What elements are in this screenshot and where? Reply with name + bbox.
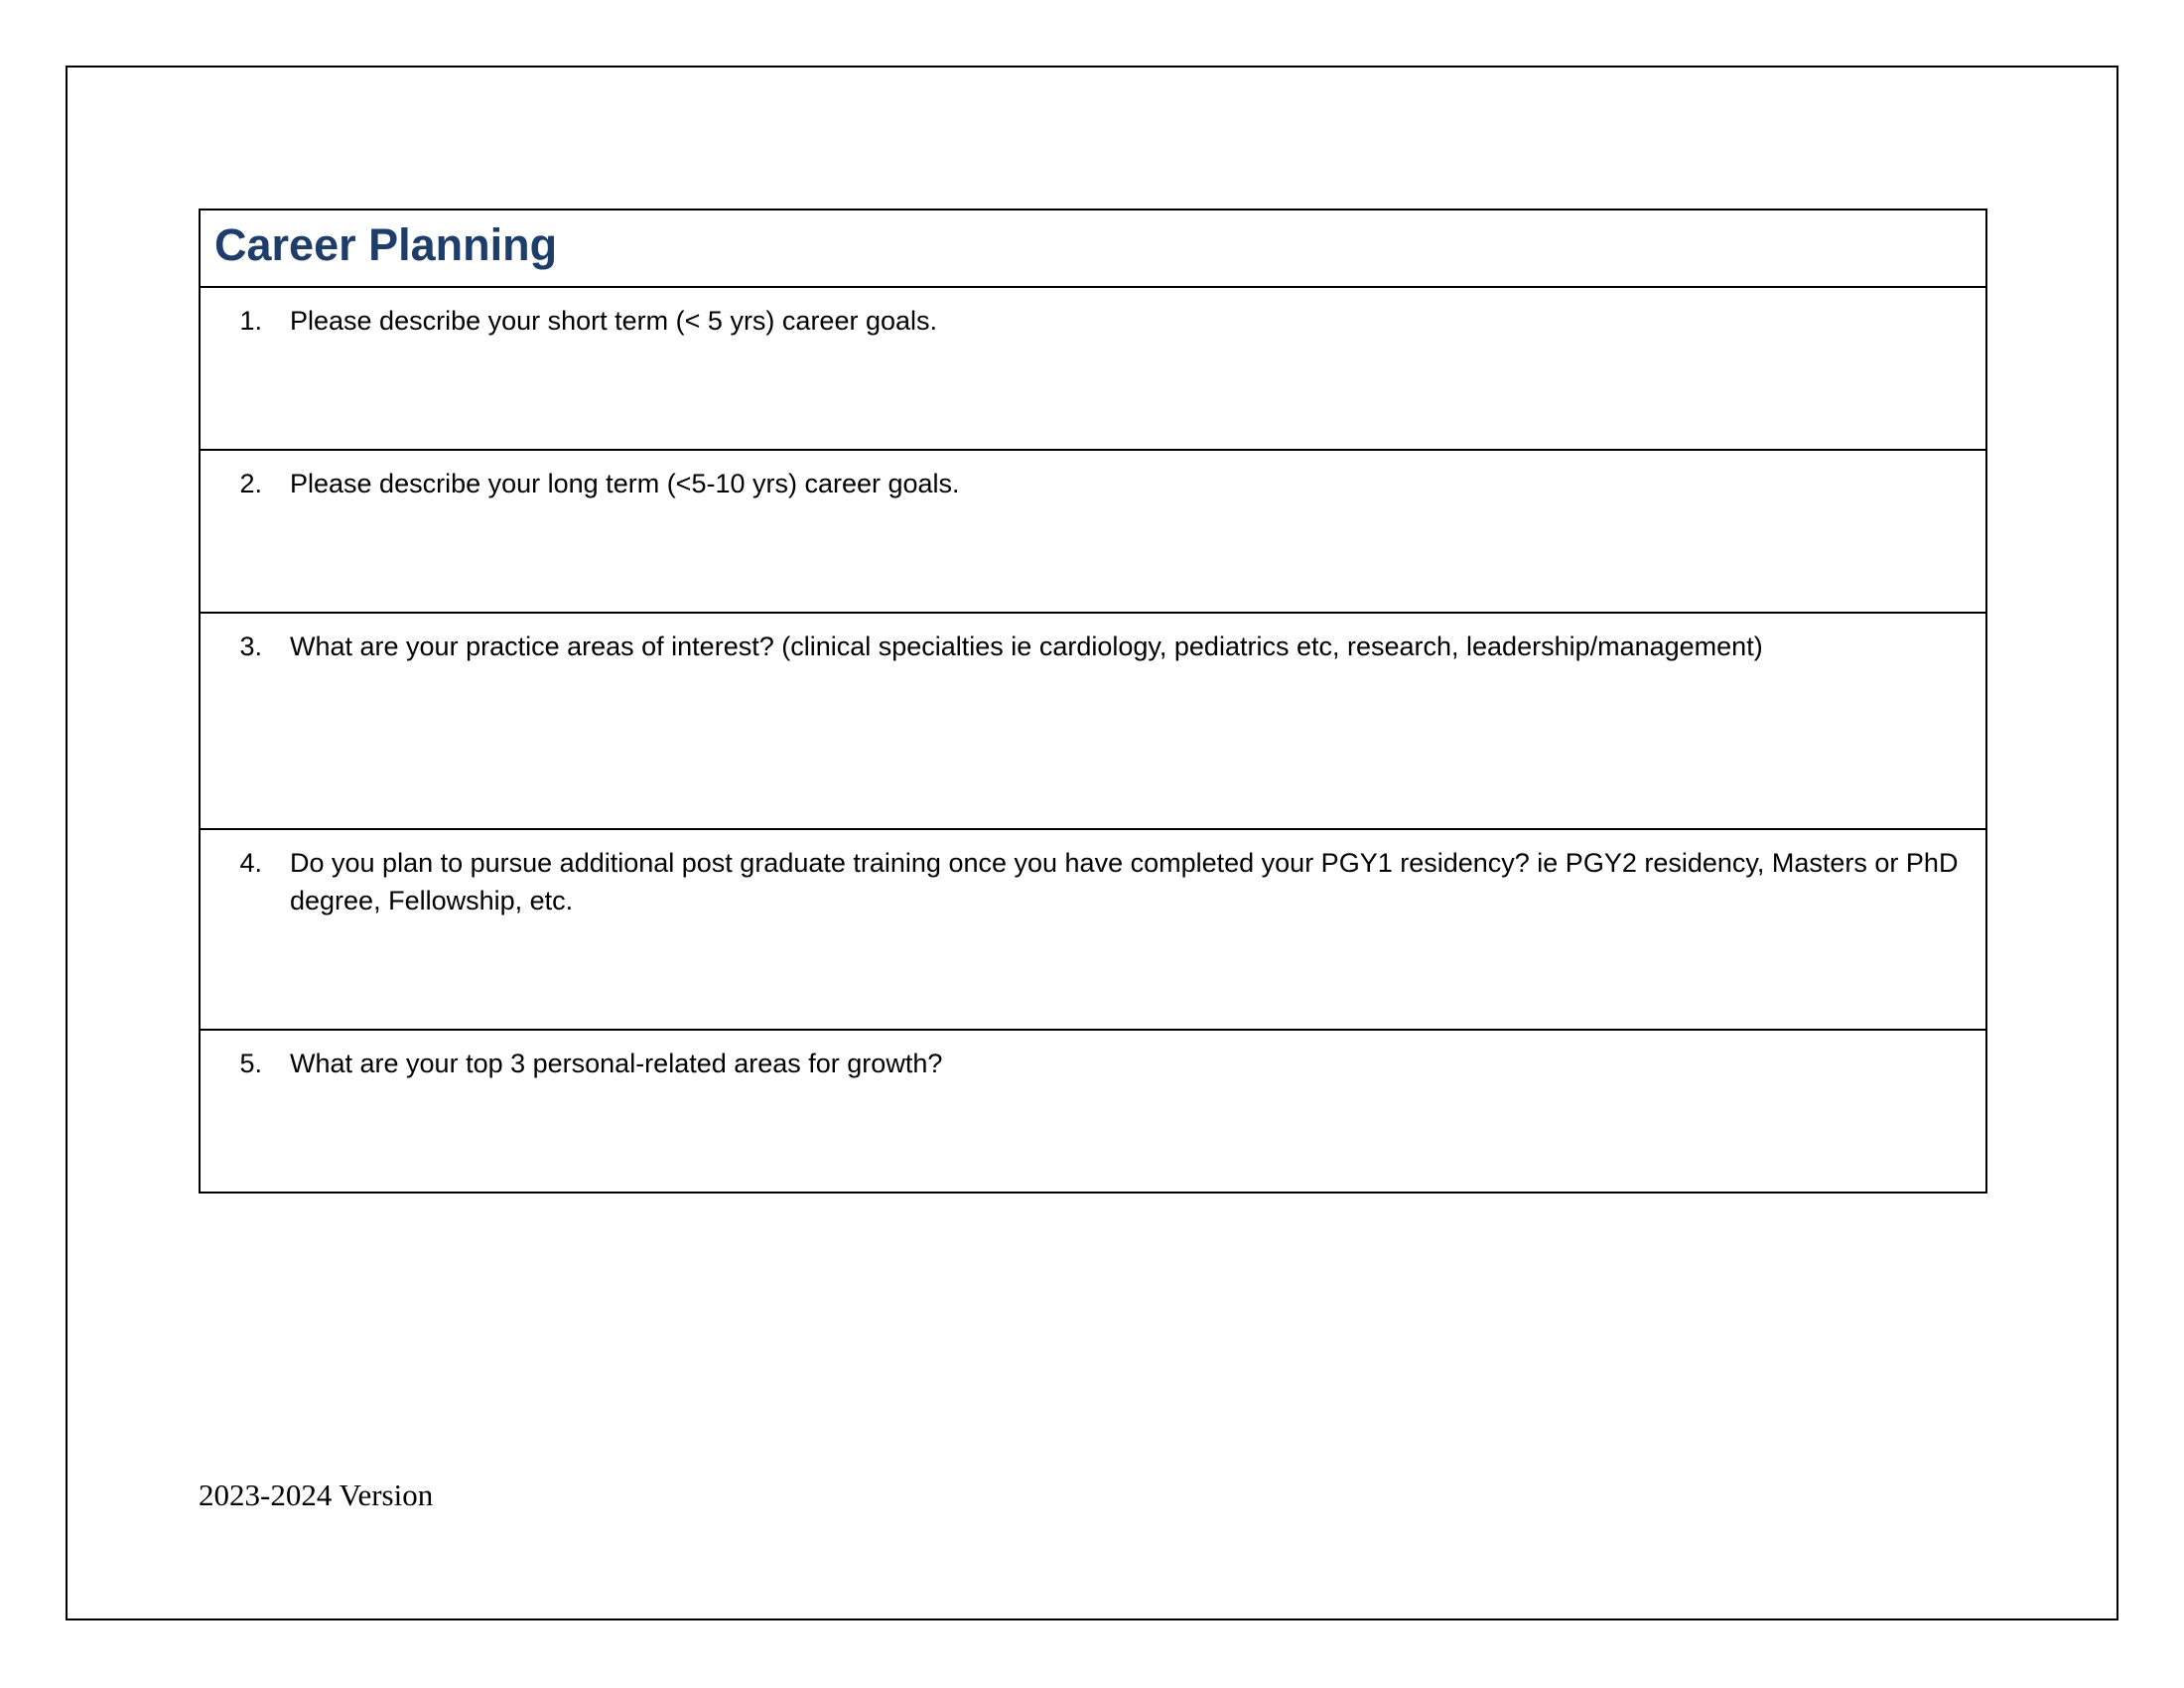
question-text: What are your practice areas of interest? (clinical specialties ie cardiology, pediatrics etc, research, leadership/management) [290, 632, 1763, 661]
career-planning-table [199, 209, 1987, 1194]
question-number: 4. [239, 848, 262, 878]
answer-area-5[interactable] [200, 1030, 1986, 1193]
answer-area-4[interactable] [200, 829, 1986, 1030]
answer-area-1[interactable] [200, 287, 1986, 450]
question-number: 3. [239, 632, 262, 661]
question-row-5 [200, 1030, 1986, 1193]
answer-area-3[interactable] [200, 613, 1986, 829]
question-number: 1. [239, 306, 262, 336]
question-text: Do you plan to pursue additional post graduate training once you have completed your PGY1 residency? ie PGY2 residency, Masters or PhD degree, Fellowship, etc. [290, 848, 1959, 915]
answer-area-2[interactable] [200, 450, 1986, 613]
question-4 [201, 830, 1985, 919]
version-footer: 2023-2024 Version [199, 1477, 434, 1512]
question-5 [201, 1031, 1985, 1082]
question-text: Please describe your long term (<5-10 yrs) career goals. [290, 469, 960, 498]
question-number: 5. [239, 1049, 262, 1078]
form-title: Career Planning [214, 219, 558, 270]
question-2 [201, 451, 1985, 502]
question-text: Please describe your short term (< 5 yrs) career goals. [290, 306, 938, 336]
question-row-3 [200, 613, 1986, 829]
question-number: 2. [239, 469, 262, 498]
question-3 [201, 614, 1985, 665]
question-text: What are your top 3 personal-related areas for growth? [290, 1049, 943, 1078]
question-row-4 [200, 829, 1986, 1030]
title-row [200, 210, 1986, 287]
question-1 [201, 288, 1985, 340]
question-row-1 [200, 287, 1986, 450]
title-cell [200, 210, 1986, 287]
question-row-2 [200, 450, 1986, 613]
